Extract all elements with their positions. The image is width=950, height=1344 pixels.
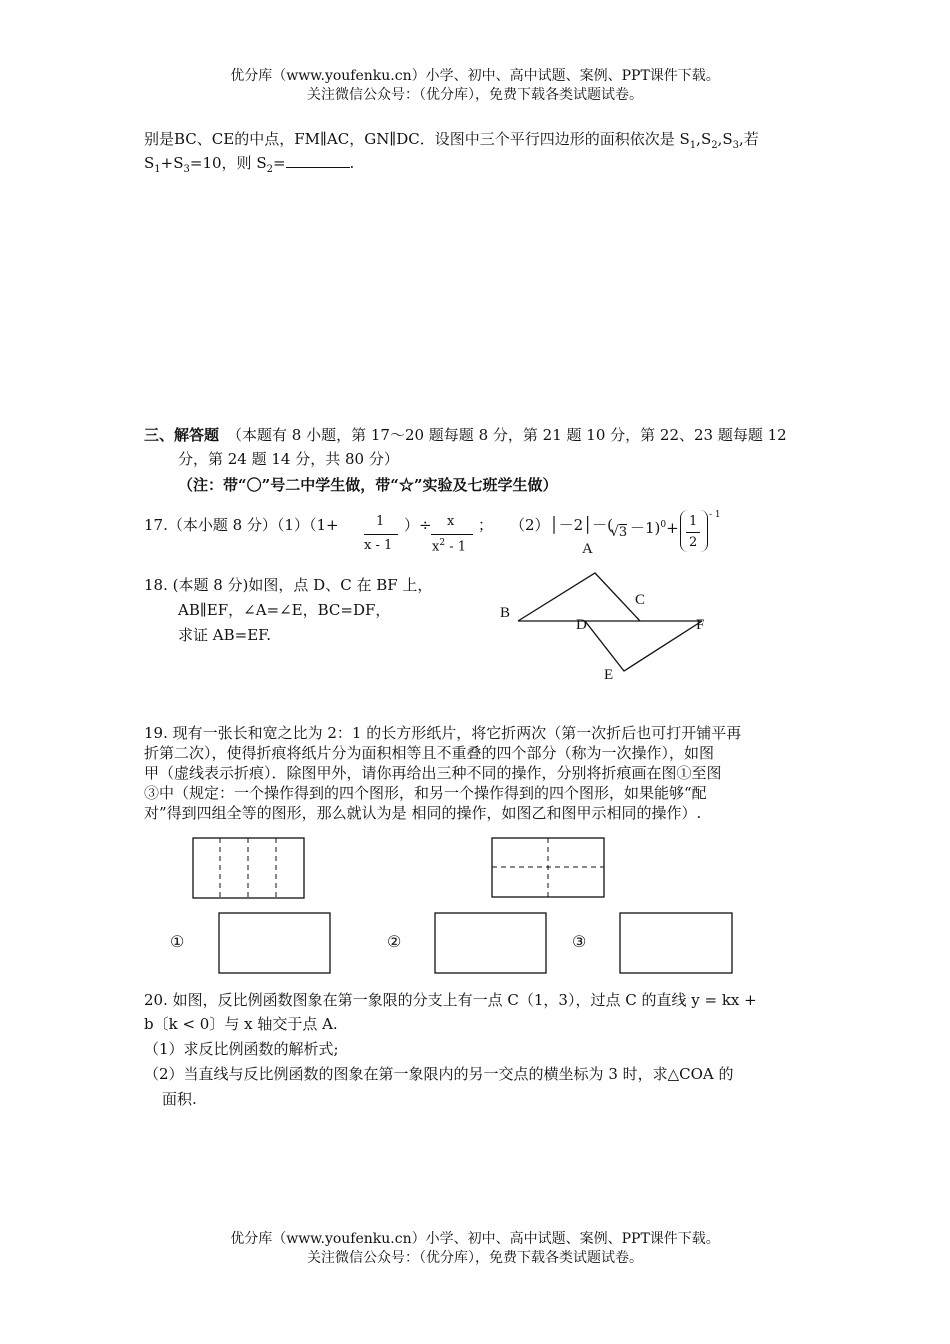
label-d: D	[576, 617, 587, 633]
site-footer-line1: 优分库（www.youfenku.cn）小学、初中、高中试题、案例、PPT课件下载。	[230, 1231, 720, 1247]
section3-note: （注：带“〇”号二中学生做，带“☆”实验及七班学生做）	[178, 476, 558, 494]
q19-line4: ③中（规定：一个操作得到的四个图形，和另一个操作得到的四个图形，如果能够“配	[144, 784, 707, 802]
q16-line2: $S_1+S_3=10$，则 $S_2=$ .	[144, 154, 355, 175]
q17-exp-neg: - 1	[709, 510, 721, 520]
label-c: C	[635, 592, 646, 608]
q18-line2: AB∥EF，∠A=∠E，BC=DF，	[178, 601, 391, 619]
q20-line5: 面积.	[162, 1090, 197, 1108]
label-a: A	[582, 541, 593, 557]
q19-line5: 对”得到四组全等的图形，那么就认为是 相同的操作，如图乙和图甲示相同的操作）.	[144, 804, 702, 822]
q18-line3: 求证 AB=EF.	[178, 626, 271, 644]
q18-line1: 18. (本题 8 分)如图，点 D、C 在 BF 上，	[144, 576, 433, 594]
q20-line4: （2）当直线与反比例函数的图象在第一象限内的另一交点的横坐标为 3 时，求△COA 的	[144, 1065, 734, 1083]
section3-desc2: 分，第 24 题 14 分，共 80 分）	[178, 450, 399, 468]
q19-line2: 折第二次），使得折痕将纸片分为面积相等且不重叠的四个部分（称为一次操作），如图	[144, 744, 715, 762]
q17-semi: ；	[478, 516, 494, 534]
section3-heading: 三、解答题 （本题有 8 小题，第 17～20 题每题 8 分，第 21 题 10 分，第 22、23 题每题 12	[144, 426, 787, 444]
figure-label-2: ②	[387, 932, 402, 951]
q17-part2: （2）│－2│－(	[510, 516, 614, 534]
q17-frac1-den: x - 1	[364, 538, 393, 553]
q20-line3: （1）求反比例函数的解析式;	[144, 1040, 339, 1058]
q17-sqrt: √3	[610, 524, 628, 540]
q16-line1: 别是BC、CE的中点，FM∥AC，GN∥DC．设图中三个平行四边形的面积依次是 $S_1,S_2,S_3$,若	[144, 130, 759, 151]
label-b: B	[500, 605, 511, 621]
q17-div: ）÷	[404, 516, 432, 534]
q19-line3: 甲（虚线表示折痕）．除图甲外，请你再给出三种不同的操作，分别将折痕画在图①至图	[144, 764, 722, 782]
figure-blank-2[interactable]	[435, 913, 546, 973]
figure-label-3: ③	[572, 932, 587, 951]
q20-line1: 20. 如图，反比例函数图象在第一象限的分支上有一点 C（1，3），过点 C 的直线 y = kx +	[144, 991, 757, 1009]
label-e: E	[604, 667, 614, 683]
figure-blank-3[interactable]	[620, 913, 732, 973]
q17-prefix: 17.（本小题 8 分）（1）（1+	[144, 516, 339, 534]
q20-line2: b〔k < 0〕与 x 轴交于点 A.	[144, 1015, 338, 1033]
q17-half-num: 1	[689, 514, 698, 529]
site-footer-line2: 关注微信公众号：（优分库），免费下载各类试题试卷。	[307, 1250, 643, 1266]
q17-frac2-num: x	[447, 514, 455, 529]
q17-part2b: －1)$^0$+	[630, 519, 679, 537]
site-header-line2: 关注微信公众号：（优分库），免费下载各类试题试卷。	[307, 87, 643, 103]
label-f: F	[696, 617, 705, 633]
figure-label-1: ①	[170, 932, 185, 951]
site-header-line1: 优分库（www.youfenku.cn）小学、初中、高中试题、案例、PPT课件下载。	[230, 68, 720, 84]
q19-line1: 19. 现有一张长和宽之比为 2：1 的长方形纸片，将它折两次（第一次折后也可打开铺平再	[144, 724, 742, 742]
q17-frac2-den: $x^2 - 1$	[432, 538, 467, 555]
q17-frac1-num: 1	[376, 514, 385, 529]
figure-blank-1[interactable]	[219, 913, 330, 973]
q17-half-den: 2	[689, 535, 698, 550]
